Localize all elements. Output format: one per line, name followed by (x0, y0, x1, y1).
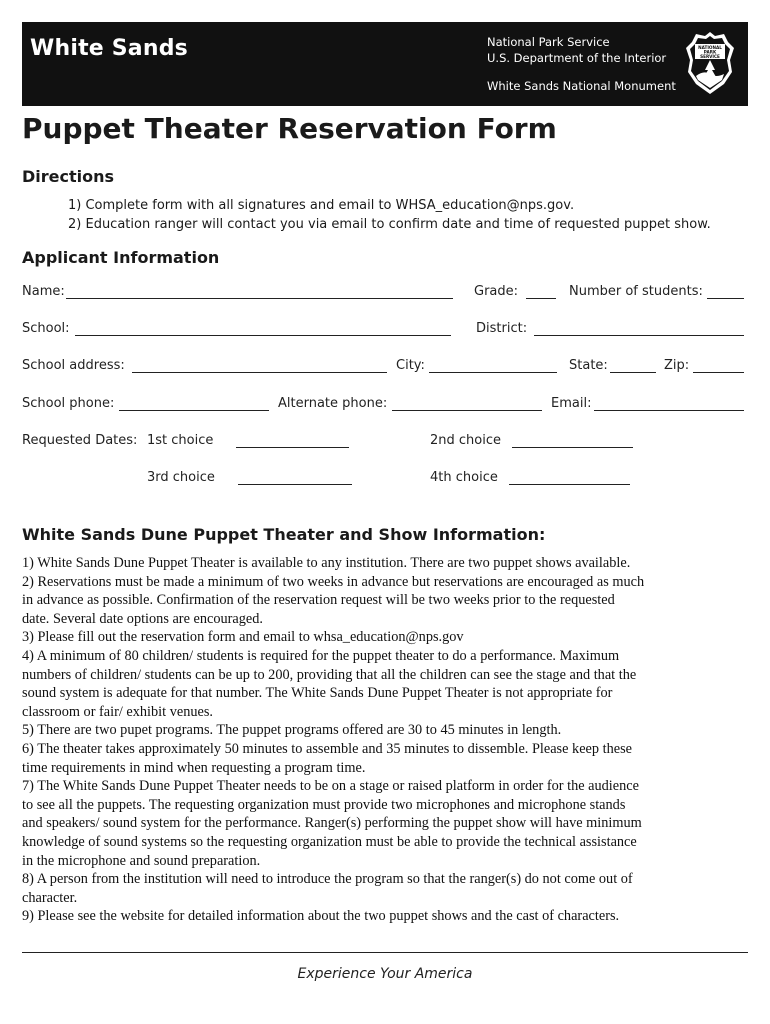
show-info-line: 8) A person from the institution will need to introduce the program so that the ranger(s) do not come out of (22, 871, 633, 888)
first-choice-label: 1st choice (147, 433, 214, 448)
show-info-line: date. Several date options are encouraged. (22, 610, 263, 627)
school-label: School: (22, 321, 70, 336)
third-choice-field[interactable] (238, 484, 352, 485)
school-field[interactable] (75, 335, 451, 336)
state-label: State: (569, 358, 608, 373)
show-info-line: in the microphone and sound preparation. (22, 852, 261, 869)
show-info-line: in advance as possible. Confirmation of the reservation request will be two weeks prior to the requested (22, 592, 615, 609)
district-field[interactable] (534, 335, 744, 336)
show-info-line: numbers of children/ students can be up to 200, providing that all the children can see the stage and that the (22, 666, 637, 683)
email-label: Email: (551, 396, 592, 411)
zip-label: Zip: (664, 358, 690, 373)
show-info-heading: White Sands Dune Puppet Theater and Show Information: (22, 525, 546, 544)
park-name: White Sands (30, 36, 188, 61)
show-info-line: classroom or fair/ exhibit venues. (22, 703, 213, 720)
logo-text-2: PARK (703, 49, 717, 55)
alt-phone-label: Alternate phone: (278, 396, 388, 411)
logo-text-1: NATIONAL (698, 45, 722, 50)
show-info-line: 5) There are two pupet programs. The puppet programs offered are 30 to 45 minutes in length. (22, 722, 562, 739)
show-info-line: time requirements in mind when requesting a program time. (22, 759, 366, 776)
show-info-line: knowledge of sound systems so the requesting organization must be able to provide the technical assistance (22, 833, 637, 850)
students-field[interactable] (707, 298, 744, 299)
nps-arrowhead-logo-icon (684, 30, 736, 96)
name-field[interactable] (66, 298, 453, 299)
directions-list (68, 196, 711, 234)
grade-label: Grade: (474, 284, 519, 299)
show-info-line: to see all the puppets. The requesting organization must provide two microphones and microphone stands (22, 796, 626, 813)
dates-label: Requested Dates: (22, 433, 138, 448)
footer-divider (22, 952, 748, 953)
first-choice-field[interactable] (236, 447, 349, 448)
show-info-line: 7) The White Sands Dune Puppet Theater needs to be on a stage or raised platform in order for the audience (22, 778, 639, 795)
department-name: U.S. Department of the Interior (487, 51, 667, 65)
students-label: Number of students: (569, 284, 703, 299)
applicant-heading: Applicant Information (22, 248, 220, 267)
show-info-line: and speakers/ sound system for the performance. Ranger(s) performing the puppet show will have minimum (22, 815, 642, 832)
footer-tagline: Experience Your America (297, 966, 473, 982)
directions-item: 2) Education ranger will contact you via email to confirm date and time of requested puppet show. (68, 217, 711, 232)
district-label: District: (476, 321, 528, 336)
phone-label: School phone: (22, 396, 115, 411)
logo-text-3: SERVICE (700, 54, 720, 59)
show-info-line: 3) Please fill out the reservation form and email to whsa_education@nps.gov (22, 629, 464, 646)
fourth-choice-field[interactable] (509, 484, 630, 485)
show-info-line: character. (22, 889, 78, 906)
grade-field[interactable] (526, 298, 556, 299)
show-info-line: 6) The theater takes approximately 50 minutes to assemble and 35 minutes to dissemble. Please keep these (22, 740, 632, 757)
show-info-text (22, 554, 748, 926)
phone-field[interactable] (119, 410, 269, 411)
second-choice-label: 2nd choice (430, 433, 501, 448)
third-choice-label: 3rd choice (147, 470, 215, 485)
directions-heading: Directions (22, 167, 115, 186)
state-field[interactable] (610, 372, 656, 373)
show-info-line: 1) White Sands Dune Puppet Theater is available to any institution. There are two puppet shows available. (22, 555, 631, 571)
name-label: Name: (22, 284, 65, 299)
address-label: School address: (22, 358, 125, 373)
header-banner (22, 22, 748, 106)
show-info-line: 9) Please see the website for detailed information about the two puppet shows and the cast of characters. (22, 908, 620, 925)
city-label: City: (396, 358, 425, 373)
agency-name: National Park Service (487, 35, 610, 49)
zip-field[interactable] (693, 372, 744, 373)
city-field[interactable] (429, 372, 557, 373)
directions-item: 1) Complete form with all signatures and email to WHSA_education@nps.gov. (68, 198, 575, 213)
alt-phone-field[interactable] (392, 410, 542, 411)
fourth-choice-label: 4th choice (430, 470, 498, 485)
second-choice-field[interactable] (512, 447, 633, 448)
unit-name: White Sands National Monument (487, 79, 676, 93)
agency-block (487, 34, 666, 66)
email-field[interactable] (594, 410, 744, 411)
show-info-line: sound system is adequate for that number. The White Sands Dune Puppet Theater is not appropriate for (22, 685, 613, 702)
address-field[interactable] (132, 372, 387, 373)
show-info-line: 4) A minimum of 80 children/ students is required for the puppet theater to do a performance. Maximum (22, 647, 620, 664)
show-info-line: 2) Reservations must be made a minimum of two weeks in advance but reservations are encouraged as much (22, 573, 645, 590)
page-title: Puppet Theater Reservation Form (22, 112, 557, 145)
